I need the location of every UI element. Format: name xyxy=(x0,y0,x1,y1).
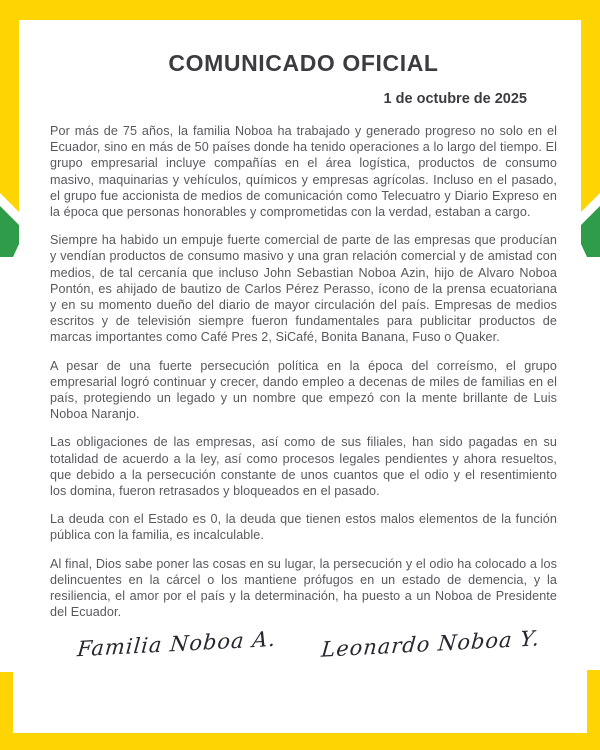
signature-familia-noboa: Familia Noboa A. xyxy=(76,627,278,662)
right-green-ribbon xyxy=(581,206,600,257)
bottom-right-corner-bar xyxy=(587,670,600,750)
left-green-ribbon xyxy=(0,206,19,257)
paragraph-persecution: A pesar de una fuerte persecución política en la época del correísmo, el grupo empresarial logró continuar y crecer, dando empleo a decenas de miles de familias en el país, protegiendo un legado y un nombre que empezó con la mente brillante de Luis Noboa Naranjo. xyxy=(50,358,557,422)
paragraph-closing: Al final, Dios sabe poner las cosas en su lugar, la persecución y el odio ha colocado a los delincuentes en la cárcel o los mantiene prófugos en un estado de demencia, y la resiliencia, el amor por el país y la determinación, ha puesto a un Noboa de Presidente del Ecuador. xyxy=(50,556,557,620)
paragraph-debt: La deuda con el Estado es 0, la deuda que tienen estos malos elementos de la función pública con la familia, es incalculable. xyxy=(50,512,557,543)
left-yellow-ribbon xyxy=(0,0,19,212)
signature-block xyxy=(50,626,557,663)
bottom-left-corner-bar xyxy=(0,672,13,750)
right-yellow-ribbon xyxy=(581,0,600,212)
top-border-bar xyxy=(0,0,600,20)
paragraph-history: Por más de 75 años, la familia Noboa ha trabajado y generado progreso no solo en el Ecuador, sino en más de 50 países donde ha tenido operaciones a lo largo del tiempo. El grupo empresarial incluye compañías en el área logística, productos de consumo masivo, maquinarias y vehículos, químicos y empresas agrícolas. Incluso en el pasado, el grupo fue accionista de medios de comunicación como Telecuatro y Diario Expreso en la época que personas honorables y comprometidas con la verdad, estaban a cargo. xyxy=(50,124,557,220)
page-title: COMUNICADO OFICIAL xyxy=(168,50,439,76)
statement-content xyxy=(50,20,557,732)
paragraph-obligations: Las obligaciones de las empresas, así como de sus filiales, han sido pagadas en su totalidad de acuerdo a la ley, así como procesos legales pendientes y ahora resueltos, que debido a la persecución constante de unos cuantos que el odio y el resentimiento los domina, fueron retrasados y bloqueados en el pasado. xyxy=(50,435,557,499)
statement-date: 1 de octubre de 2025 xyxy=(383,91,527,107)
signature-leonardo-noboa: Leonardo Noboa Y. xyxy=(319,626,541,663)
bottom-border-bar xyxy=(0,733,600,750)
statement-body xyxy=(50,123,557,620)
paragraph-media-relations: Siempre ha habido un empuje fuerte comercial de parte de las empresas que producían y vendían productos de consumo masivo y una gran relación comercial y de amistad con medios, de tal cercanía que incluso John Sebastian Noboa Azin, hijo de Alvaro Noboa Pontón, es ahijado de bautizo de Carlos Pérez Perasso, ícono de la prensa ecuatoriana y en su momento dueño del diario de mayor circulación del país. Empresas de medios escritos y de televisión siempre fueron fundamentales para publicitar productos de marcas importantes como Café Pres 2, SiCafé, Bonita Banana, Fuso o Quaker. xyxy=(50,233,557,345)
